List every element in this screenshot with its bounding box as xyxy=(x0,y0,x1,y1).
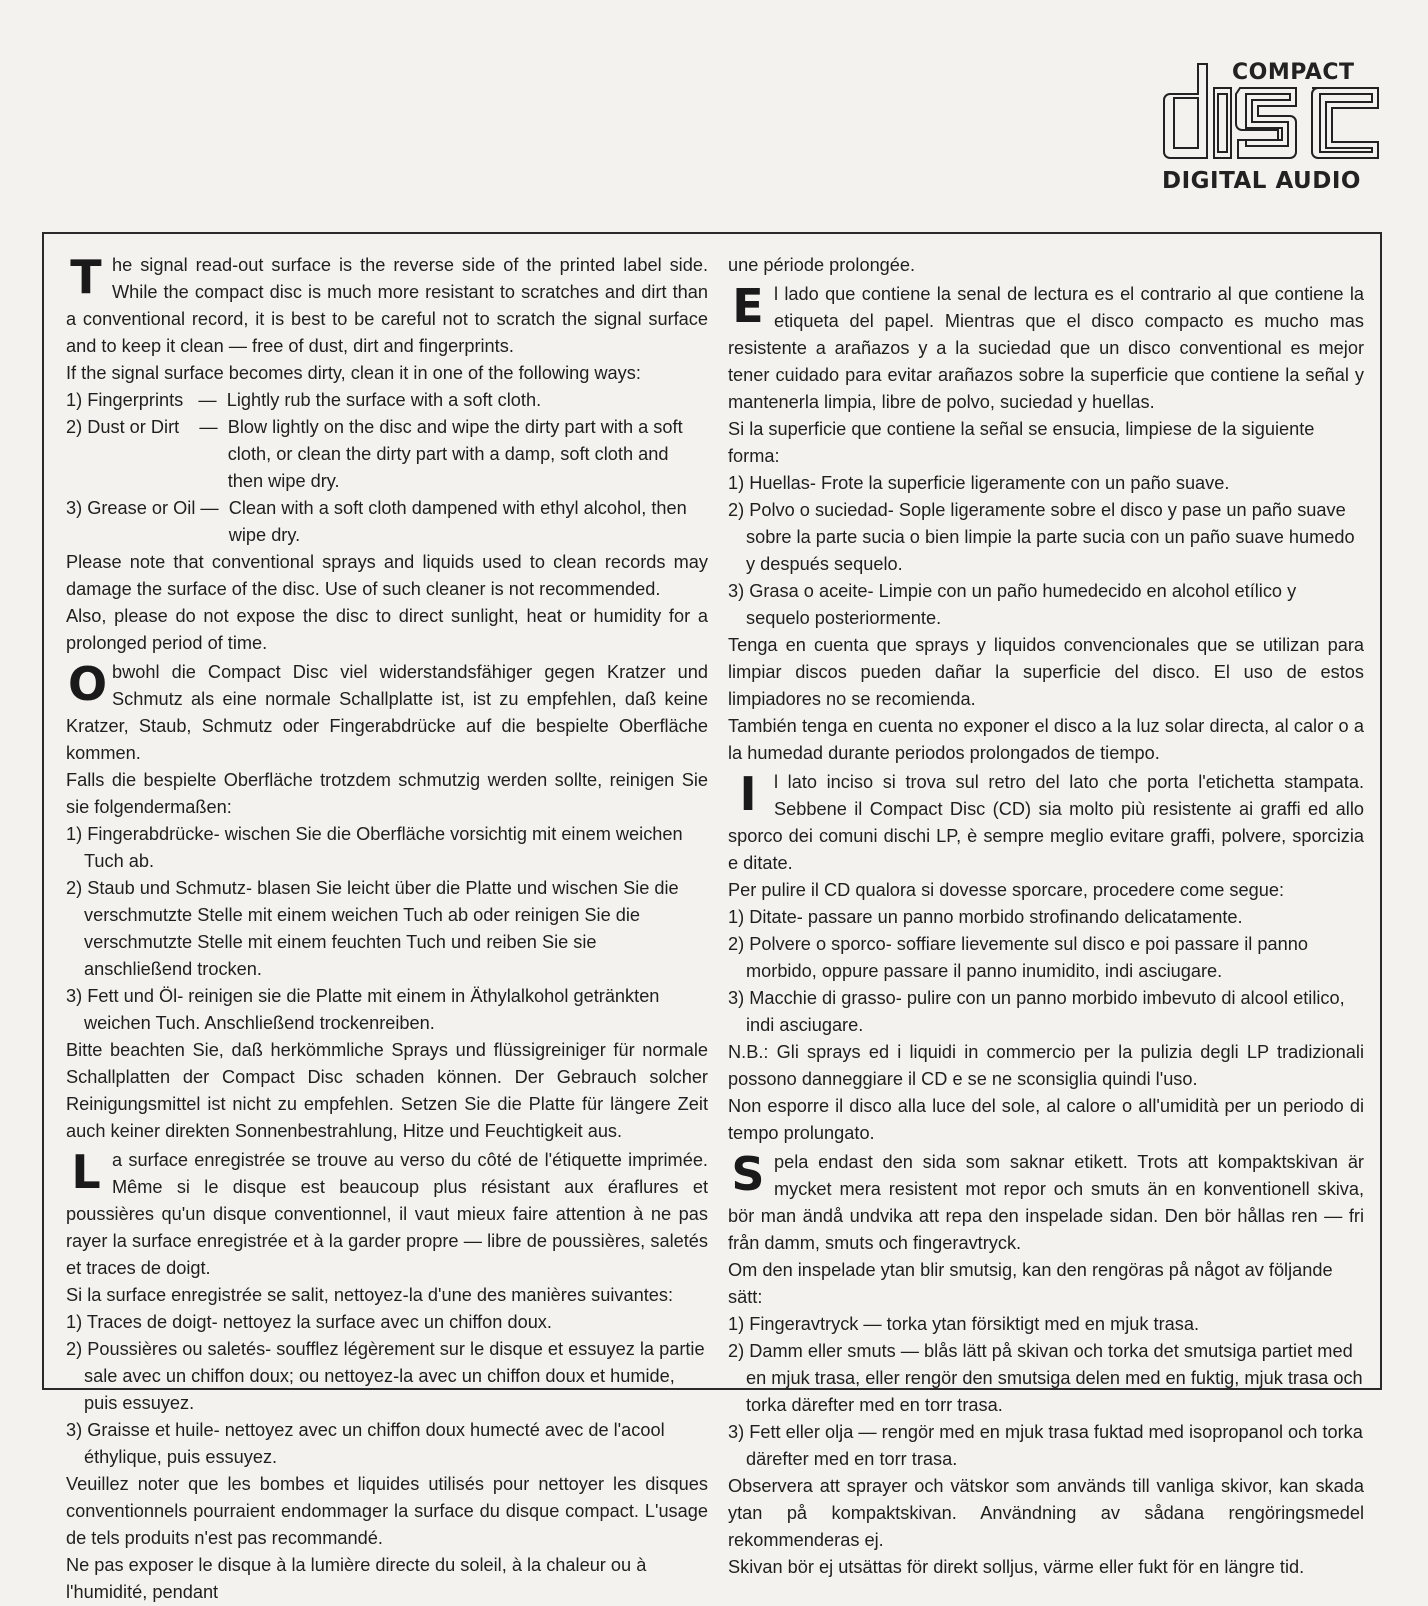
en-item-2-text: Blow lightly on the disc and wipe the dirty part with a soft cloth, or clean the dirty part with a damp, soft cloth and then wipe dry. xyxy=(227,417,683,491)
en-lead: If the signal surface becomes dirty, clean it in one of the following ways: xyxy=(66,363,641,383)
drop-cap-sv: S xyxy=(731,1147,765,1201)
spanish-section xyxy=(728,281,1364,767)
left-column xyxy=(66,252,708,1606)
drop-cap-en: T xyxy=(70,250,102,304)
es-warning: También tenga en cuenta no exponer el disco a la luz solar directa, al calor o a la humedad durante periodos prolongados de tiempo. xyxy=(728,716,1364,763)
fr-item-3: 3) Graisse et huile- nettoyez avec un chiffon doux humecté avec de l'acool éthylique, puis essuyez. xyxy=(66,1420,665,1467)
sv-note: Observera att sprayer och vätskor som används till vanliga skivor, kan skada ytan på kompaktskivan. Användning av sådana rengöringsmedel rekommenderas ej. xyxy=(728,1476,1364,1550)
it-item-1: 1) Ditate- passare un panno morbido strofinando delicatamente. xyxy=(728,907,1243,927)
italian-section xyxy=(728,769,1364,1147)
es-lead: Si la superficie que contiene la señal se ensucia, limpiese de la siguiente forma: xyxy=(728,419,1315,466)
fr-lead: Si la surface enregistrée se salit, nettoyez-la d'une des manières suivantes: xyxy=(66,1285,674,1305)
fr-warning: Ne pas exposer le disque à la lumière directe du soleil, à la chaleur ou à l'humidité, pendant xyxy=(66,1555,647,1602)
de-item-2: 2) Staub und Schmutz- blasen Sie leicht über die Platte und wischen Sie die verschmutzte Stelle mit einem weichen Tuch ab oder reinigen Sie die verschmutzte Stelle mit einem feuchten Tuch und reiben Sie sie anschließend trocken. xyxy=(66,878,679,979)
fr-item-2: 2) Poussières ou saletés- soufflez légèrement sur le disque et essuyez la partie sale avec un chiffon doux; ou nettoyez-la avec un chiffon doux et humide, puis essuyez. xyxy=(66,1339,705,1413)
drop-cap-it: I xyxy=(739,767,757,821)
sv-item-3: 3) Fett eller olja — rengör med en mjuk trasa fuktad med isopropanol och torka därefter med en torr trasa. xyxy=(728,1422,1363,1469)
drop-cap-es: E xyxy=(732,279,764,333)
en-item-1 xyxy=(66,387,708,414)
french-section xyxy=(66,1147,708,1606)
fr-intro: a surface enregistrée se trouve au verso du côté de l'étiquette imprimée. Même si le disque est beaucoup plus résistant aux éraflures et poussières qu'un disque conventionnel, il vaut mieux faire attention à ne pas rayer la surface enregistrée et à la garder propre — libre de poussières, saletés et traces de doigt. xyxy=(66,1150,708,1278)
fr-note: Veuillez noter que les bombes et liquides utilisés pour nettoyer les disques conventionnels pourraient endommager la surface du disque compact. L'usage de tels produits n'est pas recommandé. xyxy=(66,1474,708,1548)
en-item-3 xyxy=(66,495,708,549)
instructions-panel xyxy=(42,232,1382,1602)
de-note: Bitte beachten Sie, daß herkömmliche Sprays und flüssigreiniger für normale Schallplatten der Compact Disc schaden können. Der Gebrauch solcher Reinigungsmittel ist nicht zu empfehlen. Setzen Sie die Platte für längere Zeit auch keiner direkten Sonnenbestrahlung, Hitze und Feuchtigkeit aus. xyxy=(66,1040,708,1141)
it-intro: l lato inciso si trova sul retro del lato che porta l'etichetta stampata. Sebbene il Compact Disc (CD) sia molto più resistente ai graffi ed allo sporco dei comuni dischi LP, è sempre meglio evitare graffi, polvere, sporcizia e ditate. xyxy=(728,772,1364,873)
it-item-2: 2) Polvere o sporco- soffiare lievemente sul disco e poi passare il panno morbido, oppure passare il panno inumidito, indi asciugare. xyxy=(728,934,1308,981)
de-lead: Falls die bespielte Oberfläche trotzdem schmutzig werden sollte, reinigen Sie sie folgendermaßen: xyxy=(66,770,708,817)
compact-disc-logo xyxy=(1162,60,1386,194)
fr-item-1: 1) Traces de doigt- nettoyez la surface avec un chiffon doux. xyxy=(66,1312,552,1332)
en-item-1-text: Lightly rub the surface with a soft cloth. xyxy=(226,390,542,410)
it-warning: Non esporre il disco alla luce del sole, al calore o all'umidità per un periodo di tempo prolungato. xyxy=(728,1096,1364,1143)
sv-lead: Om den inspelade ytan blir smutsig, kan den rengöras på något av följande sätt: xyxy=(728,1260,1333,1307)
en-item-3-text: Clean with a soft cloth dampened with ethyl alcohol, then wipe dry. xyxy=(228,498,687,545)
english-section xyxy=(66,252,708,657)
es-item-3: 3) Grasa o aceite- Limpie con un paño humedecido en alcohol etílico y sequelo posteriormente. xyxy=(728,581,1297,628)
es-note: Tenga en cuenta que sprays y liquidos convencionales que se utilizan para limpiar discos pueden dañar la superficie del disco. El uso de estos limpiadores no se recomienda. xyxy=(728,635,1364,709)
de-intro: bwohl die Compact Disc viel widerstandsfähiger gegen Kratzer und Schmutz als eine normale Schallplatte ist, ist zu empfehlen, daß keine Kratzer, Staub, Schmutz oder Fingerabdrücke auf die bespielte Oberfläche kommen. xyxy=(66,662,708,763)
drop-cap-fr: L xyxy=(71,1145,101,1199)
es-intro: l lado que contiene la senal de lectura es el contrario al que contiene la etiqueta del papel. Mientras que el disco compacto es mucho mas resistente a arañazos y a la suciedad que un disco conventional es mejor tener cuidado para evitar arañazos sobre la superficie que contiene la señal y mantenerla limpia, libre de polvo, suciedad y huellas. xyxy=(728,284,1364,412)
de-item-1: 1) Fingerabdrücke- wischen Sie die Oberfläche vorsichtig mit einem weichen Tuch ab. xyxy=(66,824,683,871)
en-item-2 xyxy=(66,414,708,495)
drop-cap-de: O xyxy=(68,657,108,711)
en-item-2-label: 2) Dust or Dirt — xyxy=(66,417,228,437)
sv-item-2: 2) Damm eller smuts — blås lätt på skivan och torka det smutsiga partiet med en mjuk trasa, eller rengör den smutsiga delen med en fuktig, mjuk trasa och torka därefter med en torr trasa. xyxy=(728,1341,1363,1415)
de-item-3: 3) Fett und Öl- reinigen sie die Platte mit einem in Äthylalkohol getränkten weichen Tuch. Anschließend trockenreiben. xyxy=(66,986,660,1033)
en-item-1-label: 1) Fingerprints — xyxy=(66,390,227,410)
fr-warning-continued: une période prolongée. xyxy=(728,255,916,275)
right-column xyxy=(728,252,1364,1581)
german-section xyxy=(66,659,708,1145)
sv-intro: pela endast den sida som saknar etikett. Trots att kompaktskivan är mycket mera resistent mot repor och smuts än en konventionell skiva, bör man ändå undvika att repa den inspelade sidan. Den bör hållas ren — fri från damm, smuts och fingeravtryck. xyxy=(728,1152,1364,1253)
logo-digital-audio-word: DIGITAL AUDIO xyxy=(1162,168,1361,194)
en-intro: he signal read-out surface is the reverse side of the printed label side. While the compact disc is much more resistant to scratches and dirt than a conventional record, it is best to be careful not to scratch the signal surface and to keep it clean — free of dust, dirt and fingerprints. xyxy=(66,255,708,356)
swedish-section xyxy=(728,1149,1364,1581)
logo-compact-word: COMPACT xyxy=(1232,60,1355,85)
es-item-2: 2) Polvo o suciedad- Sople ligeramente sobre el disco y pase un paño suave sobre la parte sucia o bien limpie la parte sucia con un paño suave humedo y después sequelo. xyxy=(728,500,1355,574)
it-lead: Per pulire il CD qualora si dovesse sporcare, procedere come segue: xyxy=(728,880,1285,900)
es-item-1: 1) Huellas- Frote la superficie ligeramente con un paño suave. xyxy=(728,473,1230,493)
en-note: Please note that conventional sprays and liquids used to clean records may damage the surface of the disc. Use of such cleaner is not recommended. xyxy=(66,552,708,599)
disc-logotype xyxy=(1162,60,1386,168)
it-item-3: 3) Macchie di grasso- pulire con un panno morbido imbevuto di alcool etilico, indi asciugare. xyxy=(728,988,1345,1035)
en-warning: Also, please do not expose the disc to direct sunlight, heat or humidity for a prolonged period of time. xyxy=(66,606,708,653)
sv-item-1: 1) Fingeravtryck — torka ytan försiktigt med en mjuk trasa. xyxy=(728,1314,1200,1334)
it-note: N.B.: Gli sprays ed i liquidi in commercio per la pulizia degli LP tradizionali possono danneggiare il CD e se ne sconsiglia quindi l'uso. xyxy=(728,1042,1364,1089)
en-item-3-label: 3) Grease or Oil — xyxy=(66,498,229,518)
sv-warning: Skivan bör ej utsättas för direkt solljus, värme eller fukt för en längre tid. xyxy=(728,1557,1305,1577)
